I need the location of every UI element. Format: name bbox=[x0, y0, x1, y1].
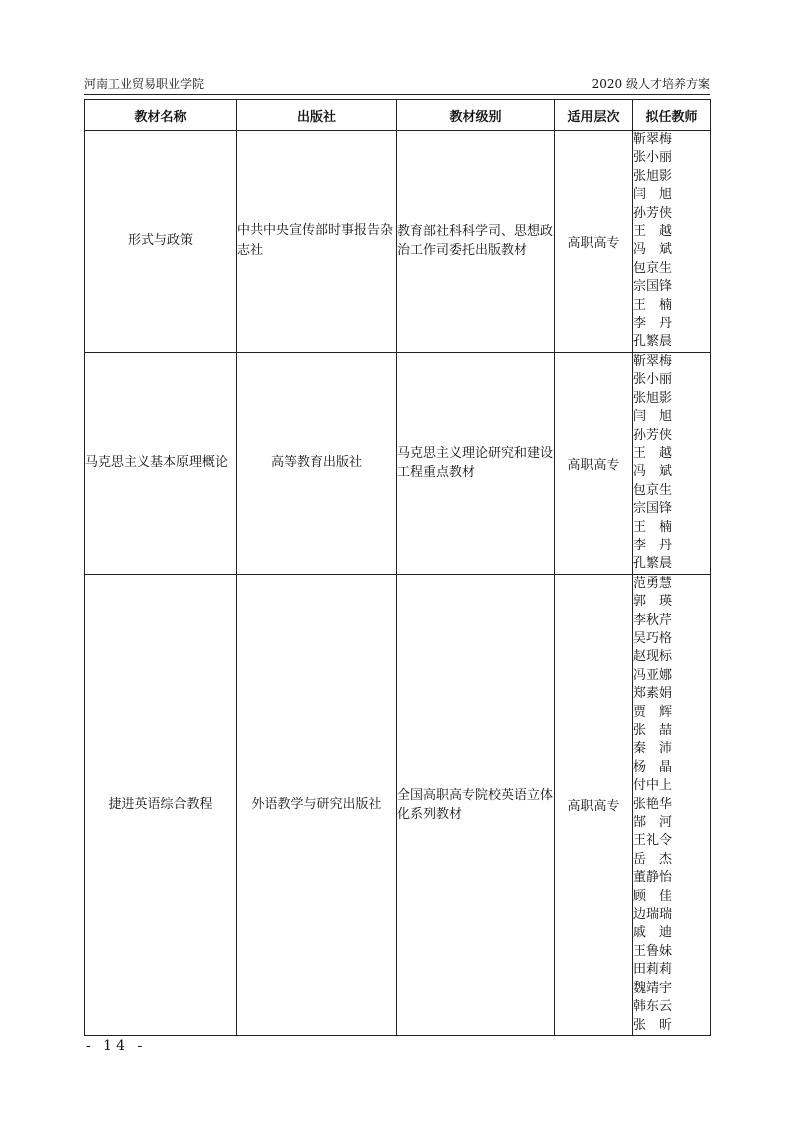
teacher-list bbox=[633, 131, 710, 352]
table-row bbox=[85, 352, 711, 574]
teacher-name: 张旭影 bbox=[633, 390, 673, 406]
teacher-name: 郜 河 bbox=[633, 815, 673, 831]
table-row bbox=[85, 574, 711, 1035]
textbook-name: 捷进英语综合教程 bbox=[85, 574, 237, 1035]
teacher-list bbox=[633, 575, 710, 1035]
teacher-name: 张 昕 bbox=[633, 1017, 673, 1033]
teacher-name: 王鲁妹 bbox=[633, 943, 673, 959]
teacher-name: 张艳华 bbox=[633, 796, 673, 812]
teacher-name: 王 越 bbox=[633, 445, 673, 461]
col-header-teachers: 拟任教师 bbox=[633, 100, 711, 131]
teacher-name: 闫 旭 bbox=[633, 409, 673, 425]
teacher-cell bbox=[633, 574, 711, 1035]
teacher-name: 杨 晶 bbox=[633, 759, 673, 775]
teacher-name: 宗国锋 bbox=[633, 501, 673, 517]
col-header-scope: 适用层次 bbox=[555, 100, 633, 131]
teacher-name: 张小丽 bbox=[633, 372, 673, 388]
textbook-level: 马克思主义理论研究和建设工程重点教材 bbox=[397, 352, 555, 574]
teacher-name: 王 楠 bbox=[633, 519, 673, 535]
teacher-name: 秦 沛 bbox=[633, 741, 673, 757]
teacher-name: 冯 斌 bbox=[633, 464, 673, 480]
teacher-name: 孙芳侠 bbox=[633, 205, 673, 221]
col-header-level: 教材级别 bbox=[397, 100, 555, 131]
teacher-name: 李秋芹 bbox=[633, 612, 673, 628]
teacher-cell bbox=[633, 352, 711, 574]
teacher-name: 张旭影 bbox=[633, 168, 673, 184]
table-row bbox=[85, 131, 711, 353]
textbook-level: 全国高职高专院校英语立体化系列教材 bbox=[397, 574, 555, 1035]
teacher-name: 李 丹 bbox=[633, 537, 673, 553]
teacher-name: 付中上 bbox=[633, 778, 673, 794]
plan-title: 2020 级人才培养方案 bbox=[591, 77, 710, 91]
publisher: 外语教学与研究出版社 bbox=[237, 574, 397, 1035]
teacher-name: 宗国锋 bbox=[633, 279, 673, 295]
teacher-name: 张 喆 bbox=[633, 723, 673, 738]
applicable-level: 高职高专 bbox=[555, 352, 633, 574]
teacher-name: 田莉莉 bbox=[633, 962, 673, 978]
teacher-list bbox=[633, 353, 710, 574]
teacher-name: 董静怡 bbox=[633, 870, 673, 886]
teacher-name: 闫 旭 bbox=[633, 187, 673, 203]
teacher-name: 岳 杰 bbox=[633, 851, 673, 867]
textbook-table bbox=[84, 99, 711, 1036]
teacher-name: 冯亚娜 bbox=[633, 667, 673, 683]
teacher-name: 孔繁晨 bbox=[633, 334, 673, 350]
teacher-cell bbox=[633, 131, 711, 353]
teacher-name: 冯 斌 bbox=[633, 242, 673, 258]
page-header bbox=[84, 74, 710, 95]
teacher-name: 范勇慧 bbox=[633, 575, 673, 591]
teacher-name: 包京生 bbox=[633, 260, 673, 276]
teacher-name: 边瑞瑞 bbox=[633, 907, 673, 923]
textbook-level: 教育部社科科学司、思想政治工作司委托出版教材 bbox=[397, 131, 555, 353]
col-header-publisher: 出版社 bbox=[237, 100, 397, 131]
teacher-name: 孙芳侠 bbox=[633, 427, 673, 443]
applicable-level: 高职高专 bbox=[555, 131, 633, 353]
publisher: 中共中央宣传部时事报告杂志社 bbox=[237, 131, 397, 353]
textbook-name: 马克思主义基本原理概论 bbox=[85, 352, 237, 574]
page-number: - 14 - bbox=[86, 1038, 147, 1054]
teacher-name: 王 楠 bbox=[633, 297, 673, 313]
school-name: 河南工业贸易职业学院 bbox=[84, 77, 205, 91]
teacher-name: 郭 瑛 bbox=[633, 594, 673, 610]
teacher-name: 包京生 bbox=[633, 482, 673, 498]
teacher-name: 贾 辉 bbox=[633, 704, 673, 720]
applicable-level: 高职高专 bbox=[555, 574, 633, 1035]
teacher-name: 靳翠梅 bbox=[633, 132, 673, 147]
teacher-name: 王礼令 bbox=[633, 833, 673, 849]
table-header-row bbox=[85, 100, 711, 131]
teacher-name: 魏靖宇 bbox=[633, 980, 673, 996]
textbook-name: 形式与政策 bbox=[85, 131, 237, 353]
teacher-name: 赵现标 bbox=[633, 649, 673, 665]
teacher-name: 戚 迪 bbox=[633, 925, 673, 941]
teacher-name: 张小丽 bbox=[633, 150, 673, 166]
teacher-name: 顾 佳 bbox=[633, 888, 673, 904]
col-header-name: 教材名称 bbox=[85, 100, 237, 131]
teacher-name: 吴巧格 bbox=[633, 630, 673, 646]
teacher-name: 韩东云 bbox=[633, 999, 673, 1015]
teacher-name: 靳翠梅 bbox=[633, 353, 673, 369]
teacher-name: 郑素娟 bbox=[633, 686, 673, 702]
teacher-name: 王 越 bbox=[633, 224, 673, 240]
publisher: 高等教育出版社 bbox=[237, 352, 397, 574]
teacher-name: 孔繁晨 bbox=[633, 556, 673, 572]
teacher-name: 李 丹 bbox=[633, 316, 673, 332]
